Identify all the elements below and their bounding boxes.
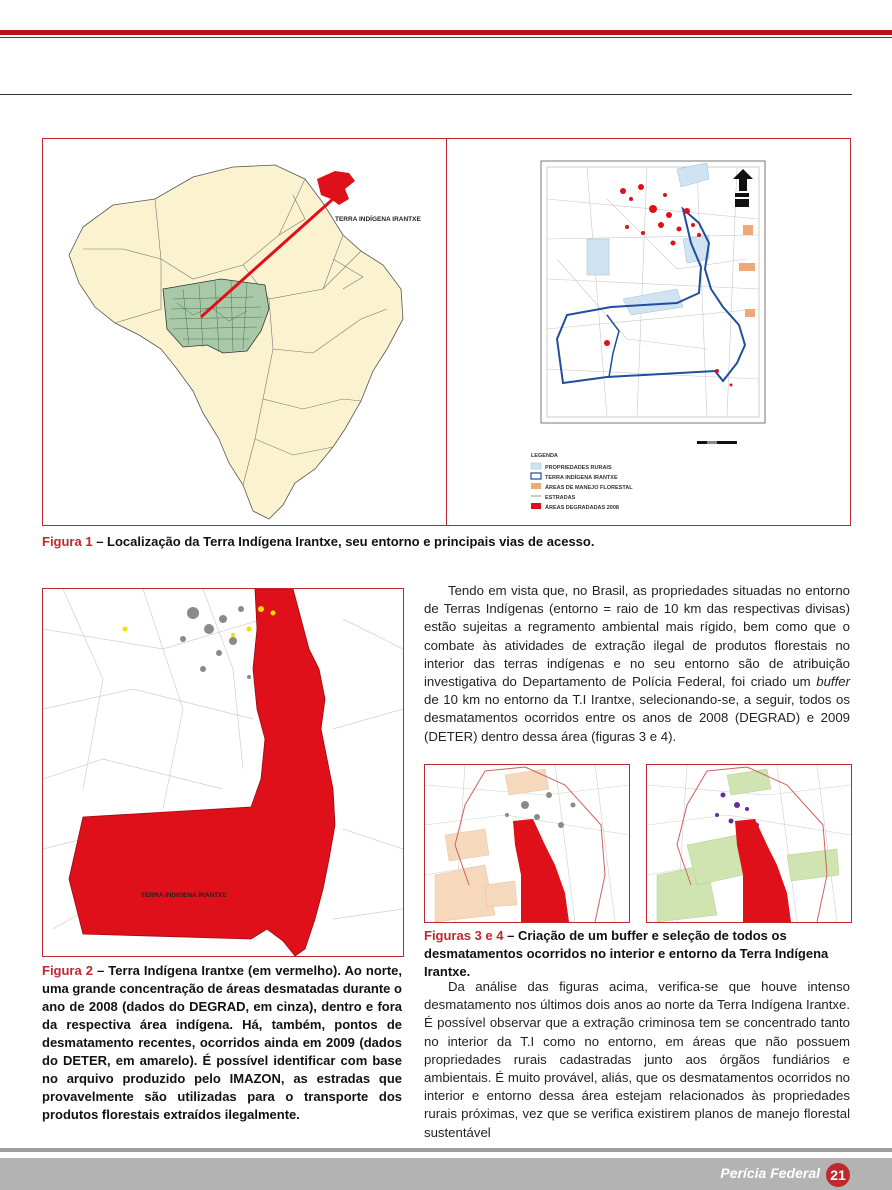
header-rule xyxy=(0,94,852,95)
paragraph-2-text: Da análise das figuras acima, verifica-se que houve intenso desmatamento nos últimos dois anos ao norte da Terra Indígena Irantxe. É possível observar que a extração criminosa tem se concentrado tanto no interior da T.I como no entorno, em áreas que não possuem propriedades rurais cadastradas junto aos órgãos fundiários e ambientais. É muito provável, aliás, que os desmatamentos ocorridos no interior e entorno dessa área estejam relacionados às propriedades rurais próximas, vez que se verifica existirem planos de manejo florestal sustentável xyxy=(424,979,850,1140)
figure1-legend-item-3: ESTRADAS xyxy=(545,495,576,501)
header-red-bar xyxy=(0,30,892,35)
paragraph-2 xyxy=(424,978,850,1142)
figure1-caption xyxy=(42,533,849,551)
figure1-legend-item-4: ÁREAS DEGRADADAS 2008 xyxy=(545,505,619,511)
figure1-legend-item-0: PROPRIEDADES RURAIS xyxy=(545,465,612,471)
figure2-map xyxy=(43,589,403,956)
paragraph-1-text: Tendo em vista que, no Brasil, as propriedades situadas no entorno de Terras Indígenas (entorno = raio de 10 km das respectivas divisas) estão sujeitas a regramento ambiental mais rígido, bem como que o combate às atividades de extração ilegal de produtos florestais no interior das terras indígenas e no seu entorno são de atribuição investigativa do Departamento de Polícia Federal, foi criado um xyxy=(424,583,850,690)
figure2-map-label: TERRA INDIGENA IRANTXE xyxy=(141,892,227,899)
header-thin-rule xyxy=(0,37,892,38)
figure1-frame xyxy=(42,138,851,526)
paragraph-1-emphasis: buffer xyxy=(816,674,850,690)
figure1-brazil-map xyxy=(43,139,446,525)
figures34-caption-label: Figuras 3 e 4 xyxy=(424,928,504,943)
figure1-legend-item-1: TERRA INDÍGENA IRANTXE xyxy=(545,475,618,481)
figure2-caption xyxy=(42,962,402,1124)
figure1-map-label: TERRA INDÍGENA IRANTXE xyxy=(335,216,421,223)
figure1-detail-map xyxy=(447,139,850,525)
figure3-frame xyxy=(424,764,630,923)
figure1-caption-label: Figura 1 xyxy=(42,534,93,549)
figure1-legend-item-2: ÁREAS DE MANEJO FLORESTAL xyxy=(545,485,633,491)
figure2-caption-label: Figura 2 xyxy=(42,963,93,978)
footer-rule xyxy=(0,1148,892,1152)
figure1-legend-title: LEGENDA xyxy=(531,453,558,459)
paragraph-1-text-end: de 10 km no entorno da T.I Irantxe, selecionando-se, a seguir, todos os desmatamentos ocorridos entre os anos de 2008 (DEGRAD) e 2009 (DETER) dentro dessa área (figuras 3 e 4). xyxy=(424,692,850,744)
figure3-map xyxy=(425,765,629,922)
page-number-badge: 21 xyxy=(826,1163,850,1187)
figures34-caption-text: – Criação de um buffer e seleção de todos os desmatamentos ocorridos no interior e entorno da Terra Indígena Irantxe. xyxy=(424,928,829,979)
paragraph-1 xyxy=(424,582,850,746)
figure4-frame xyxy=(646,764,852,923)
figure4-map xyxy=(647,765,851,922)
figure2-caption-text: – Terra Indígena Irantxe (em vermelho). Ao norte, uma grande concentração de áreas desmatadas durante o ano de 2008 (dados do DEGRAD, em cinza), dentro e fora da respectiva área indígena. Há, também, pontos de desmatamento recentes, ocorridos ainda em 2009 (dados do DETER, em amarelo). É possível identificar com base no arquivo produzido pelo IMAZON, as estradas que provavelmente são utilizadas para o transporte dos produtos florestais extraídos ilegalmente. xyxy=(42,963,402,1122)
figures34-caption xyxy=(424,927,850,981)
figure1-caption-text: – Localização da Terra Indígena Irantxe, seu entorno e principais vias de acesso. xyxy=(92,534,595,549)
figure2-frame xyxy=(42,588,404,957)
footer-publication-title: Perícia Federal xyxy=(720,1165,820,1181)
